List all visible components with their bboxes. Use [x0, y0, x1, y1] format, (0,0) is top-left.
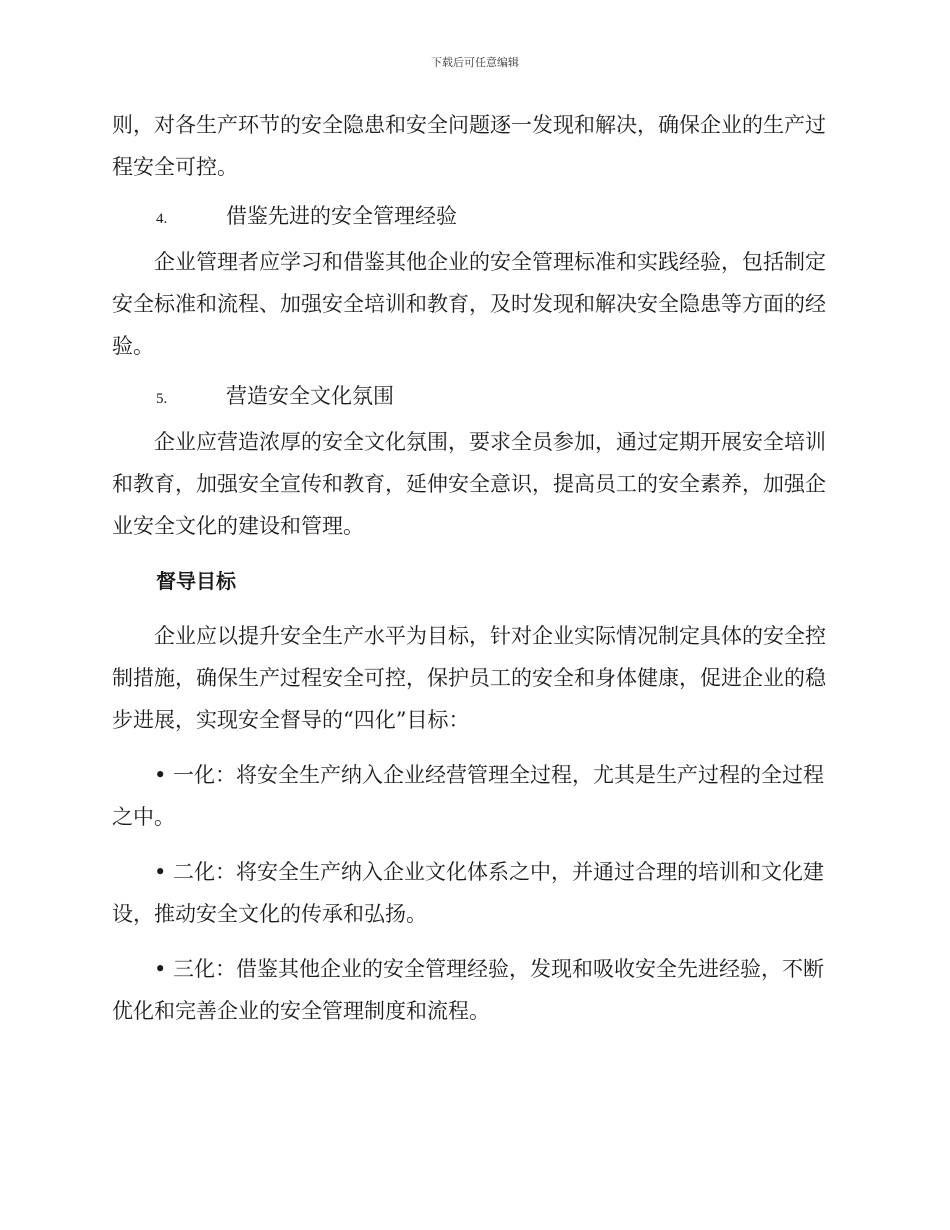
item-title: 营造安全文化氛围 — [226, 384, 394, 408]
paragraph: 企业应以提升安全生产水平为目标，针对企业实际情况制定具体的安全控制措施，确保生产过程安全可控，保护员工的安全和身体健康，促进企业的稳步进展，实现安全督导的“四化”目标： — [112, 624, 826, 732]
bullet-item: • 三化：借鉴其他企业的安全管理经验，发现和吸收安全先进经验，不断优化和完善企业的安全管理制度和流程。 — [112, 957, 825, 1023]
section-heading: 督导目标 — [156, 569, 236, 593]
paragraph-continuation: 则，对各生产环节的安全隐患和安全问题逐一发现和解决，确保企业的生产过程安全可控。 — [112, 113, 826, 179]
bullet-item: • 二化：将安全生产纳入企业文化体系之中，并通过合理的培训和文化建设，推动安全文化的传承和弘扬。 — [112, 860, 825, 926]
paragraph: 企业管理者应学习和借鉴其他企业的安全管理标准和实践经验，包括制定安全标准和流程、加强安全培训和教育，及时发现和解决安全隐患等方面的经验。 — [112, 250, 826, 358]
document-body — [112, 104, 832, 1045]
bullet-item: • 一化：将安全生产纳入企业经营管理全过程，尤其是生产过程的全过程之中。 — [112, 763, 825, 829]
page-header: 下载后可任意编辑 — [431, 56, 519, 69]
item-title: 借鉴先进的安全管理经验 — [226, 204, 457, 228]
list-item-5 — [112, 380, 832, 410]
item-number: 4. — [156, 211, 168, 227]
paragraph: 企业应营造浓厚的安全文化氛围，要求全员参加，通过定期开展安全培训和教育，加强安全宣传和教育，延伸安全意识，提高员工的安全素养，加强企业安全文化的建设和管理。 — [112, 430, 826, 538]
item-number: 5. — [156, 391, 168, 407]
list-item-4 — [112, 200, 832, 230]
